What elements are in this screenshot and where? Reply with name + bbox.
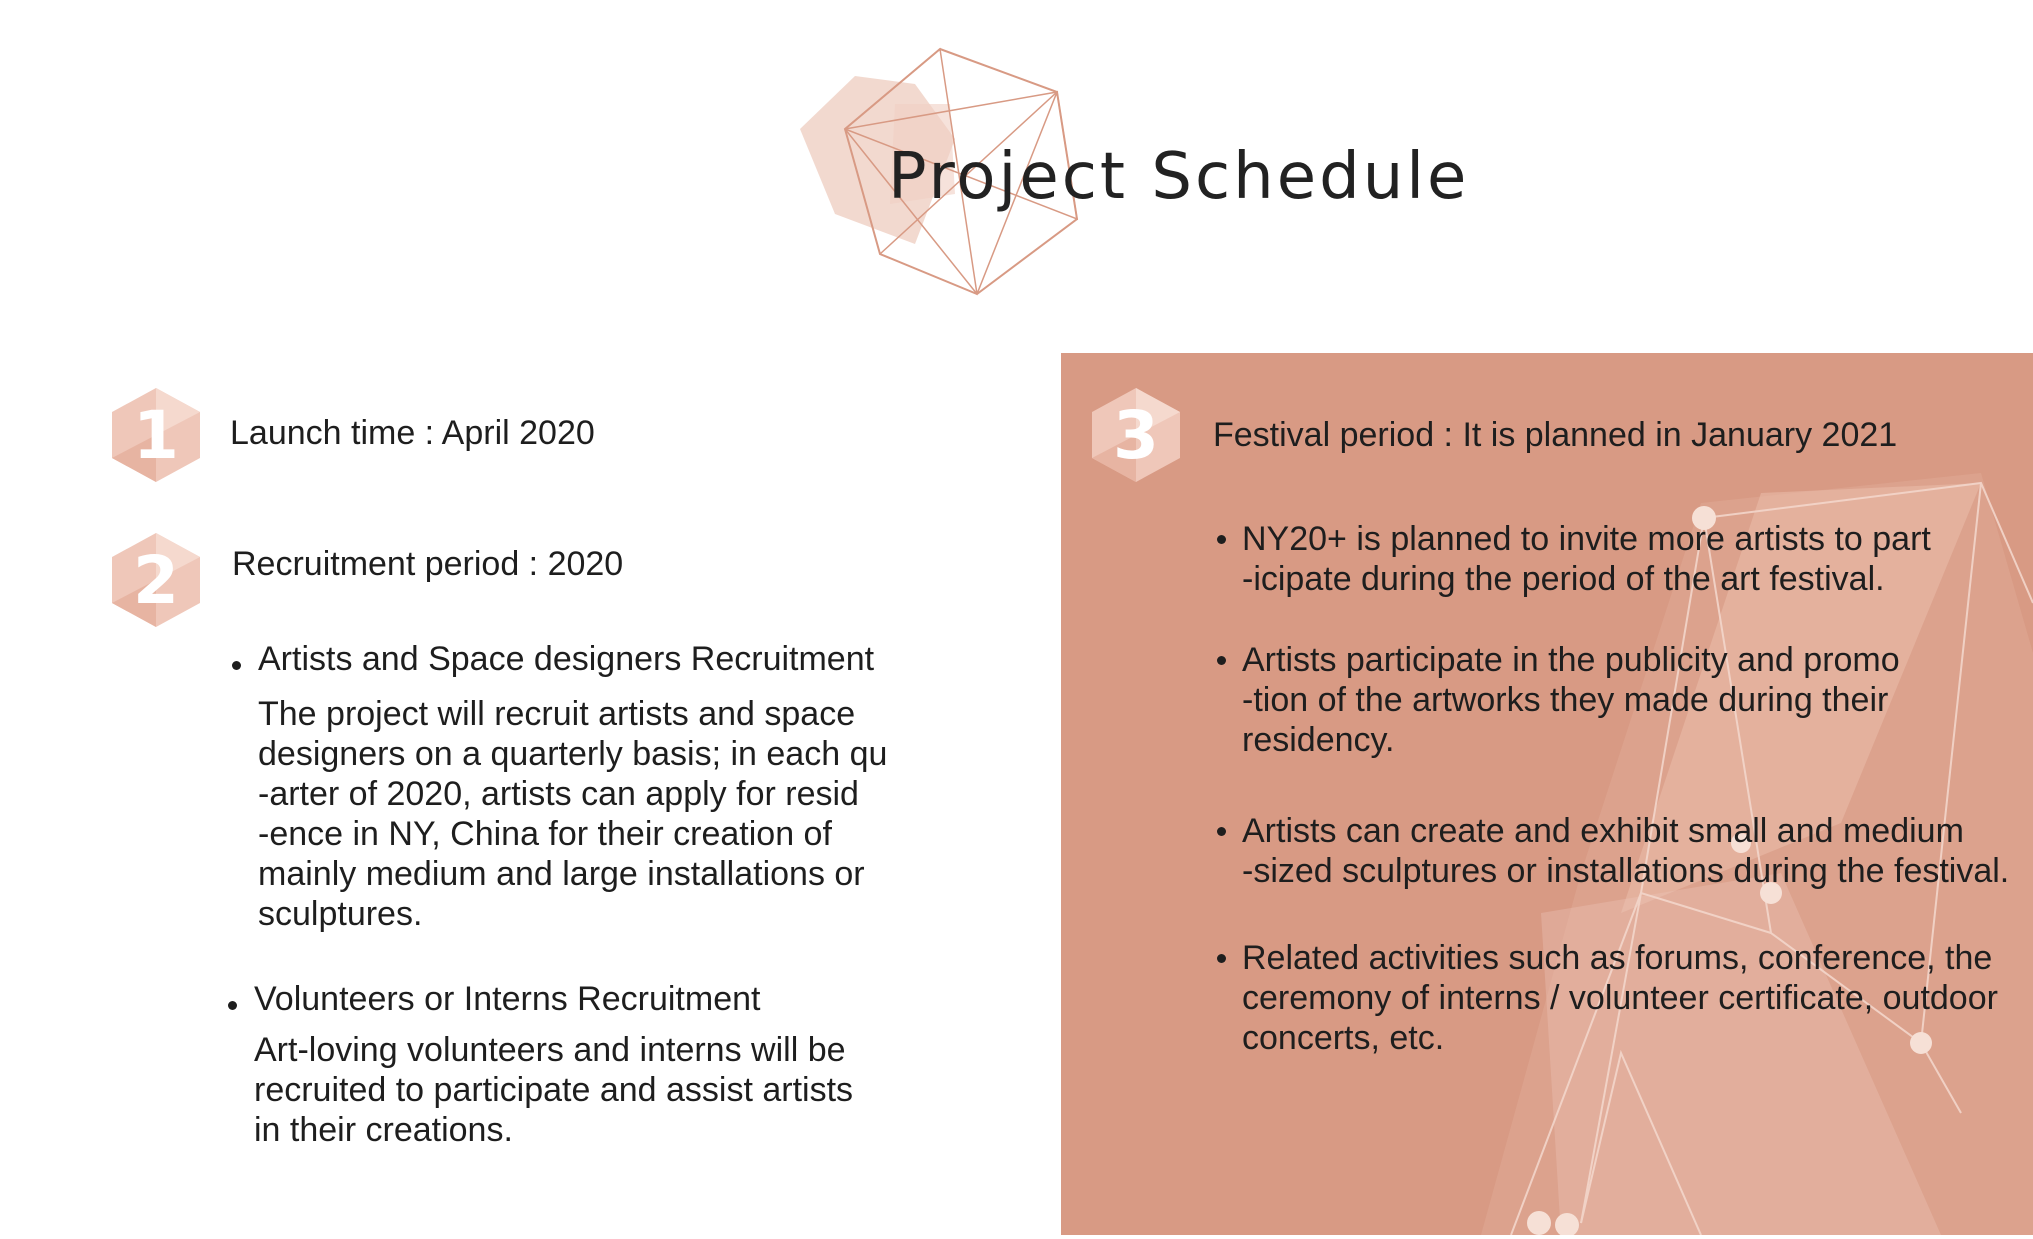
bullet-dot [1217, 656, 1226, 665]
step-3-number: 3 [1113, 396, 1159, 474]
step-1-number: 1 [133, 396, 179, 474]
text-line: Art-loving volunteers and interns will be [254, 1031, 846, 1069]
bullet-dot [1217, 827, 1226, 836]
text-line: NY20+ is planned to invite more artists to part [1242, 520, 1931, 558]
festival-bullet-4 [1242, 938, 1998, 1058]
bullet-text-volunteers-recruitment [254, 1030, 853, 1150]
step-3-badge [1090, 386, 1182, 484]
step-1-heading: Launch time : April 2020 [230, 414, 595, 452]
bullet-dot [1217, 954, 1226, 963]
text-line: The project will recruit artists and space [258, 695, 856, 733]
step-3-heading: Festival period : It is planned in January 2021 [1213, 416, 1898, 454]
step-2-heading: Recruitment period : 2020 [232, 545, 624, 583]
text-line: in their creations. [254, 1111, 513, 1149]
page-title: Project Schedule [888, 140, 1470, 214]
bullet-title-artists-recruitment: Artists and Space designers Recruitment [258, 640, 875, 678]
step-2-badge [110, 531, 202, 629]
festival-bullet-1 [1242, 519, 1931, 599]
bullet-text-artists-recruitment [258, 694, 887, 934]
text-line: Artists participate in the publicity and promo [1242, 641, 1900, 679]
text-line: -arter of 2020, artists can apply for resid [258, 775, 859, 813]
text-line: Artists can create and exhibit small and medium [1242, 812, 1964, 850]
text-line: concerts, etc. [1242, 1019, 1445, 1057]
festival-bullet-2 [1242, 640, 1900, 760]
text-line: ceremony of interns / volunteer certificate, outdoor [1242, 979, 1998, 1017]
text-line: residency. [1242, 721, 1395, 759]
text-line: mainly medium and large installations or [258, 855, 865, 893]
text-line: designers on a quarterly basis; in each qu [258, 735, 888, 773]
text-line: -tion of the artworks they made during their [1242, 681, 1889, 719]
festival-bullet-3 [1242, 811, 2009, 891]
text-line: recruited to participate and assist artists [254, 1071, 854, 1109]
text-line: -ence in NY, China for their creation of [258, 815, 832, 853]
text-line: -icipate during the period of the art festival. [1242, 560, 1885, 598]
bullet-dot [228, 1001, 237, 1010]
step-1-badge [110, 386, 202, 484]
text-line: -sized sculptures or installations during the festival. [1242, 852, 2010, 890]
bullet-dot [232, 661, 241, 670]
festival-panel [1061, 353, 2033, 1235]
bullet-dot [1217, 535, 1226, 544]
text-line: sculptures. [258, 895, 423, 933]
bullet-title-volunteers-recruitment: Volunteers or Interns Recruitment [254, 980, 761, 1018]
text-line: Related activities such as forums, conference, the [1242, 939, 1993, 977]
step-2-number: 2 [133, 541, 179, 619]
network-background-decoration [1061, 353, 2033, 1235]
